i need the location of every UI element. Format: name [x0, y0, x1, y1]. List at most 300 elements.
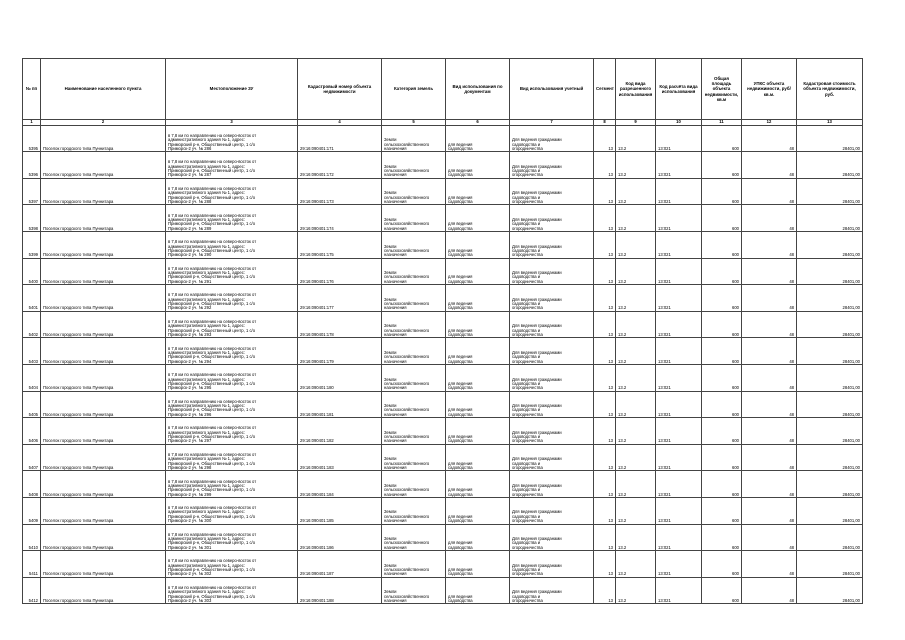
cell-registered-use	[510, 205, 594, 232]
cell-location-line: Приморск-2 уч. № 297	[168, 438, 212, 444]
cell-land-category-line: назначения	[384, 411, 407, 417]
column-header-area: Общая площадь объекта недвижимости, кв.м	[702, 59, 742, 120]
cell-location-line: в 7,8 км по направлению на северо-восток от	[168, 558, 257, 564]
cell-cadastral-number: 29:16:090401:175	[298, 231, 382, 258]
cell-cadastral-cost: 28401,00	[797, 178, 863, 205]
cell-land-category-line: сельскохозяйственного	[384, 487, 430, 493]
cell-registered-use	[510, 418, 594, 445]
column-number: 10	[656, 120, 702, 126]
column-header-segment: Сегмент	[594, 59, 616, 120]
cell-registered-use-line: Для ведения гражданами	[512, 163, 562, 169]
cell-cadastral-cost: 28401,00	[797, 338, 863, 365]
cell-doc-use-line: для ведения	[448, 327, 473, 333]
cell-land-category-line: Земли	[384, 190, 397, 196]
cell-land-category-line: сельскохозяйственного	[384, 194, 430, 200]
cell-registered-use-line: Для ведения гражданами	[512, 482, 562, 488]
cell-land-category	[382, 524, 446, 551]
cell-cadastral-number: 29:16:090401:178	[298, 311, 382, 338]
cell-upks: 48	[742, 125, 797, 152]
cell-land-category-line: Земли	[384, 482, 397, 488]
cell-doc-use	[446, 152, 510, 179]
cell-location	[166, 551, 298, 578]
cell-locality: Поселок городского типа Пуннитара	[41, 231, 166, 258]
cell-row-number: 5395	[23, 125, 41, 152]
cell-area: 600	[702, 418, 742, 445]
cell-land-category-line: сельскохозяйственного	[384, 540, 430, 546]
header-row	[23, 59, 863, 120]
cell-land-category-line: сельскохозяйственного	[384, 301, 430, 307]
table-row	[23, 311, 863, 338]
cell-location-line: Приморский р-н, Общественный центр, 1 с/о	[168, 434, 256, 440]
cell-location-line: в 7,8 км по направлению на северо-восток от	[168, 505, 257, 511]
cell-land-category	[382, 258, 446, 285]
cell-land-category-line: Земли	[384, 243, 397, 249]
cell-location-line: в 7,8 км по направлению на северо-восток от	[168, 186, 257, 191]
cell-land-category-line: назначения	[384, 358, 407, 364]
cell-land-category-line: сельскохозяйственного	[384, 380, 430, 386]
cell-doc-use	[446, 551, 510, 578]
cell-use-code: 13.2	[616, 285, 656, 312]
cell-area: 600	[702, 285, 742, 312]
table-body	[23, 125, 863, 604]
cell-upks: 48	[742, 364, 797, 391]
cell-area: 600	[702, 577, 742, 604]
cell-registered-use-line: садоводства и	[512, 327, 541, 333]
cell-registered-use-line: Для ведения гражданами	[512, 509, 562, 515]
cell-location-line: Приморский р-н, Общественный центр, 1 с/о	[168, 247, 256, 253]
cell-doc-use-line: для ведения	[448, 434, 473, 440]
cell-use-code: 13.2	[616, 391, 656, 418]
cell-doc-use	[446, 391, 510, 418]
cell-locality: Поселок городского типа Пуннитара	[41, 418, 166, 445]
cell-registered-use-line: огородничества	[512, 332, 543, 337]
cell-doc-use	[446, 125, 510, 152]
cell-doc-use-line: садоводства	[448, 358, 473, 364]
cell-land-category-line: сельскохозяйственного	[384, 434, 430, 440]
table-row	[23, 444, 863, 471]
cell-cadastral-cost: 28401,00	[797, 205, 863, 232]
cell-location	[166, 471, 298, 498]
cell-land-category-line: Земли	[384, 270, 397, 276]
cell-upks: 48	[742, 444, 797, 471]
cell-cadastral-cost: 28401,00	[797, 444, 863, 471]
cell-registered-use-line: огородничества	[512, 199, 543, 205]
cell-segment: 13	[594, 551, 616, 578]
column-header-cadastral-cost: Кадастровая стоимость объекта недвижимости, руб.	[797, 59, 863, 120]
cell-upks: 48	[742, 418, 797, 445]
cell-location	[166, 258, 298, 285]
cell-calc-code: 13:021	[656, 152, 702, 179]
cell-location-line: Приморский р-н, Общественный центр, 1 с/о	[168, 540, 256, 546]
cell-registered-use-line: огородничества	[512, 358, 543, 364]
cell-segment: 13	[594, 338, 616, 365]
cell-cadastral-cost: 28401,00	[797, 311, 863, 338]
cell-segment: 13	[594, 577, 616, 604]
cell-registered-use-line: огородничества	[512, 518, 543, 524]
cell-land-category-line: сельскохозяйственного	[384, 407, 430, 413]
column-header-land-category: Категория земель	[382, 59, 446, 120]
cell-land-category-line: сельскохозяйственного	[384, 593, 430, 599]
cell-land-category-line: Земли	[384, 403, 397, 409]
cell-doc-use-line: садоводства	[448, 278, 473, 284]
cell-location-line: в 7,8 км по направлению на северо-восток от	[168, 212, 257, 218]
cell-registered-use-line: Для ведения гражданами	[512, 456, 562, 462]
cell-land-category-line: сельскохозяйственного	[384, 274, 430, 280]
column-number: 6	[446, 120, 510, 126]
cell-location-line: Приморский р-н, Общественный центр, 1 с/о	[168, 274, 256, 280]
cell-land-category-line: Земли	[384, 323, 397, 329]
cell-land-category	[382, 125, 446, 152]
cell-location-line: административного здания № 1, адрес:	[168, 403, 245, 409]
cell-cadastral-number: 29:16:090401:171	[298, 125, 382, 152]
cell-location-line: Приморск-2 уч. № 289	[168, 225, 212, 231]
cell-location-line: Приморск-2 уч. № 300	[168, 518, 212, 524]
cell-location-line: административного здания № 1, адрес:	[168, 562, 245, 568]
cell-cadastral-number: 29:16:090401:185	[298, 497, 382, 524]
cell-location-line: административного здания № 1, адрес:	[168, 163, 245, 169]
cell-row-number: 5397	[23, 178, 41, 205]
cell-registered-use-line: Для ведения гражданами	[512, 349, 562, 355]
cell-doc-use	[446, 444, 510, 471]
column-number: 3	[166, 120, 298, 126]
cell-doc-use	[446, 497, 510, 524]
cell-land-category-line: Земли	[384, 163, 397, 169]
cell-calc-code: 13:021	[656, 551, 702, 578]
cell-registered-use	[510, 311, 594, 338]
cell-cadastral-cost: 28401,00	[797, 231, 863, 258]
cell-doc-use	[446, 364, 510, 391]
table-row	[23, 471, 863, 498]
cell-registered-use	[510, 285, 594, 312]
cell-registered-use-line: садоводства и	[512, 274, 541, 280]
cell-doc-use-line: садоводства	[448, 225, 473, 231]
cell-land-category	[382, 551, 446, 578]
cell-cadastral-number: 29:16:090401:188	[298, 577, 382, 604]
table-row	[23, 577, 863, 604]
cell-registered-use-line: Для ведения гражданами	[512, 137, 562, 143]
cell-registered-use-line: садоводства и	[512, 540, 541, 546]
cell-doc-use-line: для ведения	[448, 460, 473, 466]
cell-location-line: Приморский р-н, Общественный центр, 1 с/о	[168, 354, 256, 360]
cell-upks: 48	[742, 524, 797, 551]
table-row	[23, 338, 863, 365]
cell-location	[166, 391, 298, 418]
cell-calc-code: 13:021	[656, 497, 702, 524]
cell-location	[166, 444, 298, 471]
cell-upks: 48	[742, 258, 797, 285]
cell-upks: 48	[742, 391, 797, 418]
cell-area: 600	[702, 152, 742, 179]
cell-use-code: 13.2	[616, 418, 656, 445]
cell-location-line: административного здания № 1, адрес:	[168, 243, 245, 249]
cell-upks: 48	[742, 205, 797, 232]
cell-cadastral-number: 29:16:090401:186	[298, 524, 382, 551]
cell-segment: 13	[594, 258, 616, 285]
cadastral-value-table	[22, 58, 863, 604]
cell-cadastral-cost: 28401,00	[797, 551, 863, 578]
table-row	[23, 524, 863, 551]
column-number: 4	[298, 120, 382, 126]
cell-registered-use-line: Для ведения гражданами	[512, 323, 562, 329]
cell-land-category-line: сельскохозяйственного	[384, 460, 430, 466]
cell-location-line: Приморск-2 уч. № 292	[168, 305, 212, 311]
cell-use-code: 13.2	[616, 125, 656, 152]
cell-cadastral-cost: 28401,00	[797, 391, 863, 418]
cell-segment: 13	[594, 205, 616, 232]
cell-doc-use	[446, 524, 510, 551]
cell-calc-code: 13:021	[656, 205, 702, 232]
cell-registered-use-line: Для ведения гражданами	[512, 296, 562, 302]
cell-location-line: Приморский р-н, Общественный центр, 1 с/о	[168, 513, 256, 519]
cell-doc-use	[446, 285, 510, 312]
cell-doc-use-line: для ведения	[448, 194, 473, 200]
cell-row-number: 5406	[23, 418, 41, 445]
column-number: 7	[510, 120, 594, 126]
cell-doc-use-line: садоводства	[448, 145, 473, 151]
cell-locality: Поселок городского типа Пуннитара	[41, 338, 166, 365]
cell-area: 600	[702, 338, 742, 365]
cell-location	[166, 364, 298, 391]
cell-doc-use-line: садоводства	[448, 597, 473, 603]
cell-land-category-line: Земли	[384, 296, 397, 302]
cell-area: 600	[702, 231, 742, 258]
cell-location-line: в 7,8 км по направлению на северо-восток от	[168, 318, 257, 324]
cell-segment: 13	[594, 285, 616, 312]
cell-registered-use	[510, 178, 594, 205]
cell-registered-use	[510, 258, 594, 285]
table-row	[23, 391, 863, 418]
cell-land-category	[382, 231, 446, 258]
cell-upks: 48	[742, 471, 797, 498]
cell-land-category	[382, 497, 446, 524]
cell-registered-use	[510, 551, 594, 578]
cell-land-category-line: Земли	[384, 216, 397, 222]
cell-land-category-line: сельскохозяйственного	[384, 354, 430, 360]
cell-location-line: Приморск-2 уч. № 291	[168, 278, 212, 284]
cell-locality: Поселок городского типа Пуннитара	[41, 178, 166, 205]
cell-land-category-line: Земли	[384, 562, 397, 568]
cell-cadastral-cost: 28401,00	[797, 125, 863, 152]
cell-registered-use-line: садоводства и	[512, 487, 541, 493]
cell-registered-use-line: Для ведения гражданами	[512, 536, 562, 542]
cell-land-category-line: назначения	[384, 438, 407, 444]
cell-doc-use-line: садоводства	[448, 518, 473, 524]
cell-registered-use-line: садоводства и	[512, 247, 541, 253]
cell-location-line: в 7,8 км по направлению на северо-восток от	[168, 265, 257, 271]
cell-segment: 13	[594, 497, 616, 524]
cell-upks: 48	[742, 497, 797, 524]
cell-locality: Поселок городского типа Пуннитара	[41, 471, 166, 498]
cell-doc-use-line: для ведения	[448, 593, 473, 599]
cell-land-category	[382, 285, 446, 312]
cell-location-line: Приморск-2 уч. № 288	[168, 199, 212, 205]
cell-land-category-line: назначения	[384, 518, 407, 524]
cell-location-line: Приморск-2 уч. № 290	[168, 252, 212, 258]
cell-cadastral-cost: 28401,00	[797, 497, 863, 524]
cell-segment: 13	[594, 364, 616, 391]
cell-cadastral-number: 29:16:090401:183	[298, 444, 382, 471]
cell-registered-use-line: садоводства и	[512, 460, 541, 466]
cell-upks: 48	[742, 551, 797, 578]
cell-row-number: 5400	[23, 258, 41, 285]
cell-location	[166, 125, 298, 152]
cell-cadastral-number: 29:16:090401:180	[298, 364, 382, 391]
cell-doc-use-line: садоводства	[448, 172, 473, 178]
cell-doc-use-line: садоводства	[448, 571, 473, 577]
cell-cadastral-cost: 28401,00	[797, 364, 863, 391]
cell-registered-use-line: огородничества	[512, 225, 543, 231]
cell-land-category-line: назначения	[384, 332, 407, 337]
cell-land-category	[382, 205, 446, 232]
cell-cadastral-cost: 28401,00	[797, 577, 863, 604]
cell-registered-use-line: огородничества	[512, 145, 543, 151]
cell-doc-use-line: для ведения	[448, 513, 473, 519]
cell-location	[166, 311, 298, 338]
cell-registered-use	[510, 338, 594, 365]
cell-registered-use-line: садоводства и	[512, 407, 541, 413]
cell-land-category-line: Земли	[384, 429, 397, 435]
cell-use-code: 13.2	[616, 497, 656, 524]
cell-registered-use-line: Для ведения гражданами	[512, 216, 562, 222]
cell-doc-use-line: для ведения	[448, 487, 473, 493]
cell-location-line: Приморский р-н, Общественный центр, 1 с/о	[168, 168, 256, 174]
cell-row-number: 5401	[23, 285, 41, 312]
cell-doc-use-line: садоводства	[448, 411, 473, 417]
cell-doc-use-line: садоводства	[448, 199, 473, 205]
cell-location-line: административного здания № 1, адрес:	[168, 509, 245, 515]
cell-land-category-line: Земли	[384, 137, 397, 143]
cell-land-category	[382, 311, 446, 338]
cell-land-category-line: сельскохозяйственного	[384, 513, 430, 519]
cell-calc-code: 13:021	[656, 258, 702, 285]
cell-registered-use	[510, 497, 594, 524]
cell-locality: Поселок городского типа Пуннитара	[41, 391, 166, 418]
cell-registered-use-line: Для ведения гражданами	[512, 562, 562, 568]
column-number: 8	[594, 120, 616, 126]
cell-cadastral-number: 29:16:090401:177	[298, 285, 382, 312]
column-header-location: Местоположение ЗУ	[166, 59, 298, 120]
cell-registered-use-line: садоводства и	[512, 354, 541, 360]
cell-land-category	[382, 391, 446, 418]
cell-land-category-line: Земли	[384, 589, 397, 595]
cell-location-line: административного здания № 1, адрес:	[168, 190, 245, 196]
cell-row-number: 5410	[23, 524, 41, 551]
column-number: 5	[382, 120, 446, 126]
cell-use-code: 13.2	[616, 205, 656, 232]
cell-location	[166, 205, 298, 232]
cell-land-category	[382, 152, 446, 179]
cell-upks: 48	[742, 231, 797, 258]
cell-registered-use	[510, 231, 594, 258]
cell-row-number: 5402	[23, 311, 41, 338]
cell-area: 600	[702, 551, 742, 578]
cell-area: 600	[702, 258, 742, 285]
cell-doc-use	[446, 311, 510, 338]
cell-upks: 48	[742, 152, 797, 179]
cell-doc-use-line: садоводства	[448, 491, 473, 497]
cell-use-code: 13.2	[616, 338, 656, 365]
cell-location-line: административного здания № 1, адрес:	[168, 349, 245, 355]
cell-row-number: 5411	[23, 551, 41, 578]
cell-doc-use	[446, 338, 510, 365]
cell-use-code: 13.2	[616, 231, 656, 258]
cell-registered-use-line: огородничества	[512, 278, 543, 284]
cell-location-line: в 7,8 км по направлению на северо-восток от	[168, 531, 257, 537]
cell-location-line: Приморский р-н, Общественный центр, 1 с/о	[168, 487, 256, 493]
table-row	[23, 178, 863, 205]
cell-area: 600	[702, 497, 742, 524]
column-header-use-code: Код вида разрешенного использования	[616, 59, 656, 120]
cell-segment: 13	[594, 311, 616, 338]
cell-location-line: Приморский р-н, Общественный центр, 1 с/о	[168, 194, 256, 200]
cell-row-number: 5412	[23, 577, 41, 604]
cell-land-category-line: назначения	[384, 385, 407, 391]
cell-calc-code: 13:021	[656, 364, 702, 391]
cell-doc-use-line: для ведения	[448, 567, 473, 572]
cell-location-line: Приморский р-н, Общественный центр, 1 с/о	[168, 460, 256, 466]
cell-registered-use-line: огородничества	[512, 491, 543, 497]
cell-doc-use-line: садоводства	[448, 438, 473, 444]
cell-location	[166, 577, 298, 604]
cell-segment: 13	[594, 125, 616, 152]
cell-registered-use-line: огородничества	[512, 252, 543, 258]
table-row	[23, 364, 863, 391]
column-header-registered-use: Вид использования учетный	[510, 59, 594, 120]
cell-doc-use-line: для ведения	[448, 274, 473, 280]
cell-cadastral-number: 29:16:090401:179	[298, 338, 382, 365]
cell-location-line: в 7,8 км по направлению на северо-восток от	[168, 159, 257, 165]
cell-location-line: Приморский р-н, Общественный центр, 1 с/о	[168, 567, 256, 572]
cell-registered-use	[510, 152, 594, 179]
cell-location-line: в 7,8 км по направлению на северо-восток от	[168, 451, 257, 457]
cell-use-code: 13.2	[616, 551, 656, 578]
cell-land-category	[382, 418, 446, 445]
column-header-cadastral-number: Кадастровый номер объекта недвижимости	[298, 59, 382, 120]
cell-doc-use-line: для ведения	[448, 407, 473, 413]
cell-doc-use-line: садоводства	[448, 305, 473, 311]
cell-registered-use-line: садоводства и	[512, 567, 541, 572]
cell-area: 600	[702, 444, 742, 471]
cell-location-line: административного здания № 1, адрес:	[168, 456, 245, 462]
cell-registered-use-line: Для ведения гражданами	[512, 376, 562, 382]
cell-location-line: Приморск-2 уч. № 295	[168, 385, 212, 391]
cell-location-line: Приморск-2 уч. № 303	[168, 597, 212, 603]
cell-row-number: 5409	[23, 497, 41, 524]
cell-doc-use-line: для ведения	[448, 141, 473, 147]
cell-location-line: административного здания № 1, адрес:	[168, 216, 245, 222]
cell-calc-code: 13:021	[656, 391, 702, 418]
cell-upks: 48	[742, 338, 797, 365]
cell-doc-use-line: для ведения	[448, 301, 473, 307]
cell-locality: Поселок городского типа Пуннитара	[41, 258, 166, 285]
cell-doc-use-line: для ведения	[448, 540, 473, 546]
cell-segment: 13	[594, 524, 616, 551]
cell-registered-use-line: садоводства и	[512, 513, 541, 519]
cell-location-line: Приморск-2 уч. № 298	[168, 464, 212, 470]
cell-location-line: административного здания № 1, адрес:	[168, 296, 245, 302]
cell-location-line: административного здания № 1, адрес:	[168, 429, 245, 435]
cell-calc-code: 13:021	[656, 125, 702, 152]
cell-location	[166, 178, 298, 205]
cell-cadastral-cost: 28401,00	[797, 524, 863, 551]
cell-registered-use-line: огородничества	[512, 385, 543, 391]
cell-registered-use	[510, 444, 594, 471]
cell-area: 600	[702, 471, 742, 498]
column-header-calc-code: Код расчёта вида использования	[656, 59, 702, 120]
cell-cadastral-cost: 28401,00	[797, 152, 863, 179]
cell-registered-use-line: садоводства и	[512, 221, 541, 227]
cell-land-category-line: Земли	[384, 349, 397, 355]
